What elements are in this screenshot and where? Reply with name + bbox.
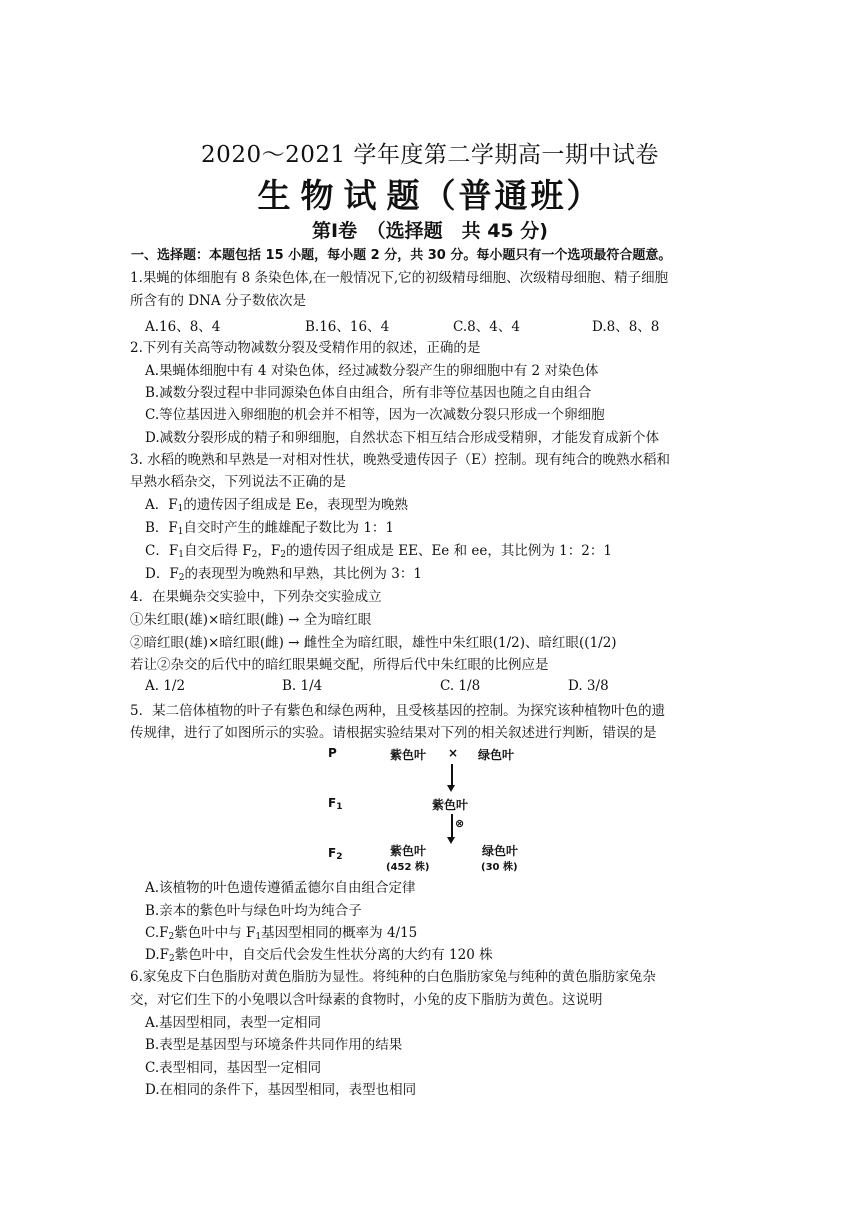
subscript: 2 [178,573,185,583]
subscript: 1 [255,932,262,942]
f2-letter: F [328,846,337,860]
selfing-symbol: ⊗ [455,817,465,830]
cross-symbol: × [448,746,459,760]
q5-option-c [145,923,417,947]
q1-stem-line2: 所含有的 DNA 分子数依次是 [130,293,306,309]
subscript: 2 [168,932,175,942]
generation-f2-label [328,846,342,862]
q5-option-d [145,945,493,969]
q4-option-d: D. 3/8 [568,678,609,694]
q6-stem-line1: 6.家兔皮下白色脂肪对黄色脂肪为显性。将纯种的白色脂肪家兔与纯种的黄色脂肪家兔杂 [130,969,656,985]
q4-cross-1: ①朱红眼(雄)×暗红眼(雌) → 全为暗红眼 [130,612,372,628]
q5-stem-line2: 传规律，进行了如图所示的实验。请根据实验结果对下列的相关叙述进行判断，错误的是 [130,725,657,741]
q4-stem: 4．在果蝇杂交实验中，下列杂交实验成立 [130,589,382,605]
q6-option-a: A.基因型相同，表型一定相同 [145,1015,322,1031]
q5-stem-line1: 5．某二倍体植物的叶子有紫色和绿色两种，且受核基因的控制。为探究该种植物叶色的遗 [130,703,666,719]
q6-stem-line2: 交，对它们生下的小兔喂以含叶绿素的食物时，小兔的皮下脂肪为黄色。这说明 [130,992,603,1008]
q4-option-b: B. 1/4 [282,678,323,694]
q5-option-b: B.亲本的紫色叶与绿色叶均为纯合子 [145,903,362,919]
q3-c-prefix: C．F [145,543,179,559]
arrow-p-to-f1-line [451,764,453,786]
f2-green-count: (30 株) [481,862,518,873]
q3-option-b [145,518,394,542]
arrow-p-to-f1-head [447,785,455,792]
parent-purple-leaf: 紫色叶 [390,748,427,762]
q4-question: 若让②杂交的后代中的暗红眼果蝇交配，所得后代中朱红眼的比例应是 [130,657,549,673]
subscript: 2 [280,550,286,560]
q2-stem: 2.下列有关高等动物减数分裂及受精作用的叙述，正确的是 [130,340,481,356]
arrow-f1-to-f2-head [447,837,455,844]
q1-stem-line1: 1.果蝇的体细胞有 8 条染色体,在一般情况下,它的初级精母细胞、次级精母细胞、精子细胞 [130,270,669,286]
q5-option-a: A.该植物的叶色遗传遵循孟德尔自由组合定律 [145,880,416,896]
q3-stem-line1: 3. 水稻的晚熟和早熟是一对相对性状，晚熟受遗传因子（E）控制。现有纯合的晚熟水稻和 [130,452,671,468]
subscript: 2 [336,852,343,862]
q5-c-text-2: 基因型相同的概率为 4/15 [261,925,418,941]
q5-c-text-1: 紫色叶中与 F [174,925,256,941]
q1-option-d: D.8、8、8 [592,319,660,335]
subscript: 1 [336,802,343,812]
q3-d-text: 的表现型为晚熟和早熟，其比例为 3：1 [184,566,422,582]
q3-c-text-3: 的遗传因子组成是 EE、Ee 和 ee，其比例为 1：2：1 [285,543,612,559]
generation-p-label: P [328,746,337,760]
f1-letter: F [328,796,337,810]
q3-option-d [145,564,422,588]
q3-b-text: 自交时产生的雌雄配子数比为 1：1 [183,520,395,536]
q3-stem-line2: 早熟水稻杂交，下列说法不正确的是 [130,474,346,490]
q4-option-c: C. 1/8 [440,678,481,694]
q1-option-a: A.16、8、4 [145,319,221,335]
q2-option-d: D.减数分裂形成的精子和卵细胞，自然状态下相互结合形成受精卵，才能发育成新个体 [145,430,660,446]
q3-c-text-1: 自交后得 F [183,543,252,559]
subject-char-3: 试 [343,176,387,215]
q6-option-c: C.表型相同，基因型一定相同 [145,1060,322,1076]
subscript: 2 [251,550,258,560]
subscript: 1 [177,504,184,514]
q1-option-b: B.16、16、4 [305,319,390,335]
f2-purple-leaf: 紫色叶 [390,844,427,858]
q3-a-text: 的遗传因子组成是 Ee，表现型为晚熟 [183,497,408,513]
subject-char-1: 生 [257,176,301,215]
q3-b-prefix: B．F [145,520,178,536]
q2-option-a: A.果蝇体细胞中有 4 对染色体，经过减数分裂产生的卵细胞中有 2 对染色体 [145,363,599,379]
subscript: 1 [177,527,184,537]
section-instructions: 一、选择题：本题包括 15 小题，每小题 2 分，共 30 分。每小题只有一个选项最符合题意。 [131,248,672,263]
q6-option-d: D.在相同的条件下，基因型相同，表型也相同 [145,1082,417,1098]
generation-f1-label [328,796,342,812]
q3-d-prefix: D．F [145,566,179,582]
f1-purple-leaf: 紫色叶 [432,798,469,812]
arrow-f1-to-f2-line [451,814,453,838]
f2-green-leaf: 绿色叶 [482,844,519,858]
q2-option-c: C.等位基因进入卵细胞的机会并不相等，因为一次减数分裂只形成一个卵细胞 [145,407,605,423]
part-title: 第Ⅰ卷 （选择题 共 45 分) [312,220,548,242]
subscript: 2 [169,954,175,964]
q3-c-text-2: ，F [257,543,281,559]
f2-purple-count: (452 株) [386,862,430,873]
q3-option-a [145,495,408,519]
q6-option-b: B.表型是基因型与环境条件共同作用的结果 [145,1037,403,1053]
q4-option-a: A. 1/2 [145,678,186,694]
subject-char-2: 物 [300,176,344,215]
subscript: 1 [178,550,184,560]
subject-char-4: 题（普通班） [386,176,603,215]
q1-option-c: C.8、4、4 [453,319,520,335]
q5-d-prefix: D.F [145,947,170,963]
q5-d-text: 紫色叶中，自交后代会发生性状分离的大约有 120 株 [174,947,493,963]
q5-c-prefix: C.F [145,925,169,941]
q4-cross-2: ②暗红眼(雄)×暗红眼(雌) → 雌性全为暗红眼，雄性中朱红眼(1/2)、暗红眼((1/2) [130,635,617,651]
parent-green-leaf: 绿色叶 [478,748,515,762]
exam-title: 2020～2021 学年度第二学期高一期中试卷 [201,142,659,168]
q2-option-b: B.减数分裂过程中非同源染色体自由组合，所有非等位基因也随之自由组合 [145,385,592,401]
q3-option-c [145,541,612,565]
subject-title [0,170,860,217]
q3-a-prefix: A．F [145,497,178,513]
